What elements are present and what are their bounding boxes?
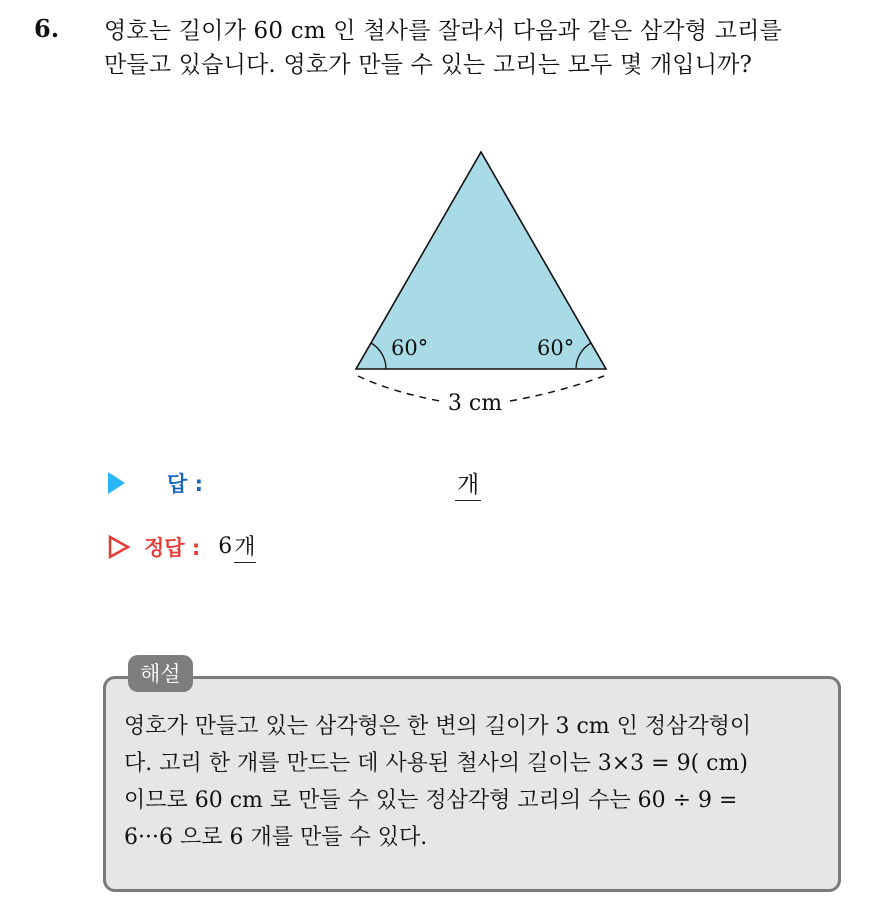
question-text xyxy=(104,14,874,82)
side-dashed-left xyxy=(358,376,440,401)
play-arrow-icon xyxy=(108,472,125,494)
solution-tag: 해설 xyxy=(128,655,193,692)
angle-label-left: 60° xyxy=(391,336,429,360)
solution-line: 6···6 으로 6 개를 만들 수 있다. xyxy=(124,825,428,850)
outline-arrow-icon xyxy=(108,535,130,559)
correct-answer-value: 6 xyxy=(218,534,233,559)
correct-answer-unit: 개 xyxy=(234,530,255,563)
solution-text xyxy=(124,708,830,856)
question-line: 만들고 있습니다. 영호가 만들 수 있는 고리는 모두 몇 개입니까? xyxy=(104,52,753,78)
solution-line: 이므로 60 cm 로 만들 수 있는 정삼각형 고리의 수는 60 ÷ 9 = xyxy=(124,788,738,813)
solution-line: 영호가 만들고 있는 삼각형은 한 변의 길이가 3 cm 인 정삼각형이 xyxy=(124,714,752,739)
question-number: 6. xyxy=(34,14,60,43)
solution-line: 다. 고리 한 개를 만드는 데 사용된 철사의 길이는 3×3 = 9( cm) xyxy=(124,751,748,776)
correct-answer-row xyxy=(108,530,256,563)
angle-label-right: 60° xyxy=(537,336,575,360)
side-dashed-right xyxy=(510,376,604,401)
answer-label: 답 : xyxy=(167,472,203,496)
correct-answer-label: 정답 : xyxy=(144,535,201,560)
side-length-label: 3 cm xyxy=(447,391,503,416)
triangle-figure xyxy=(340,140,630,430)
question-line: 영호는 길이가 60 cm 인 철사를 잘라서 다음과 같은 삼각형 고리를 xyxy=(104,18,782,44)
answer-unit: 개 xyxy=(455,466,481,501)
answer-row xyxy=(108,468,203,498)
